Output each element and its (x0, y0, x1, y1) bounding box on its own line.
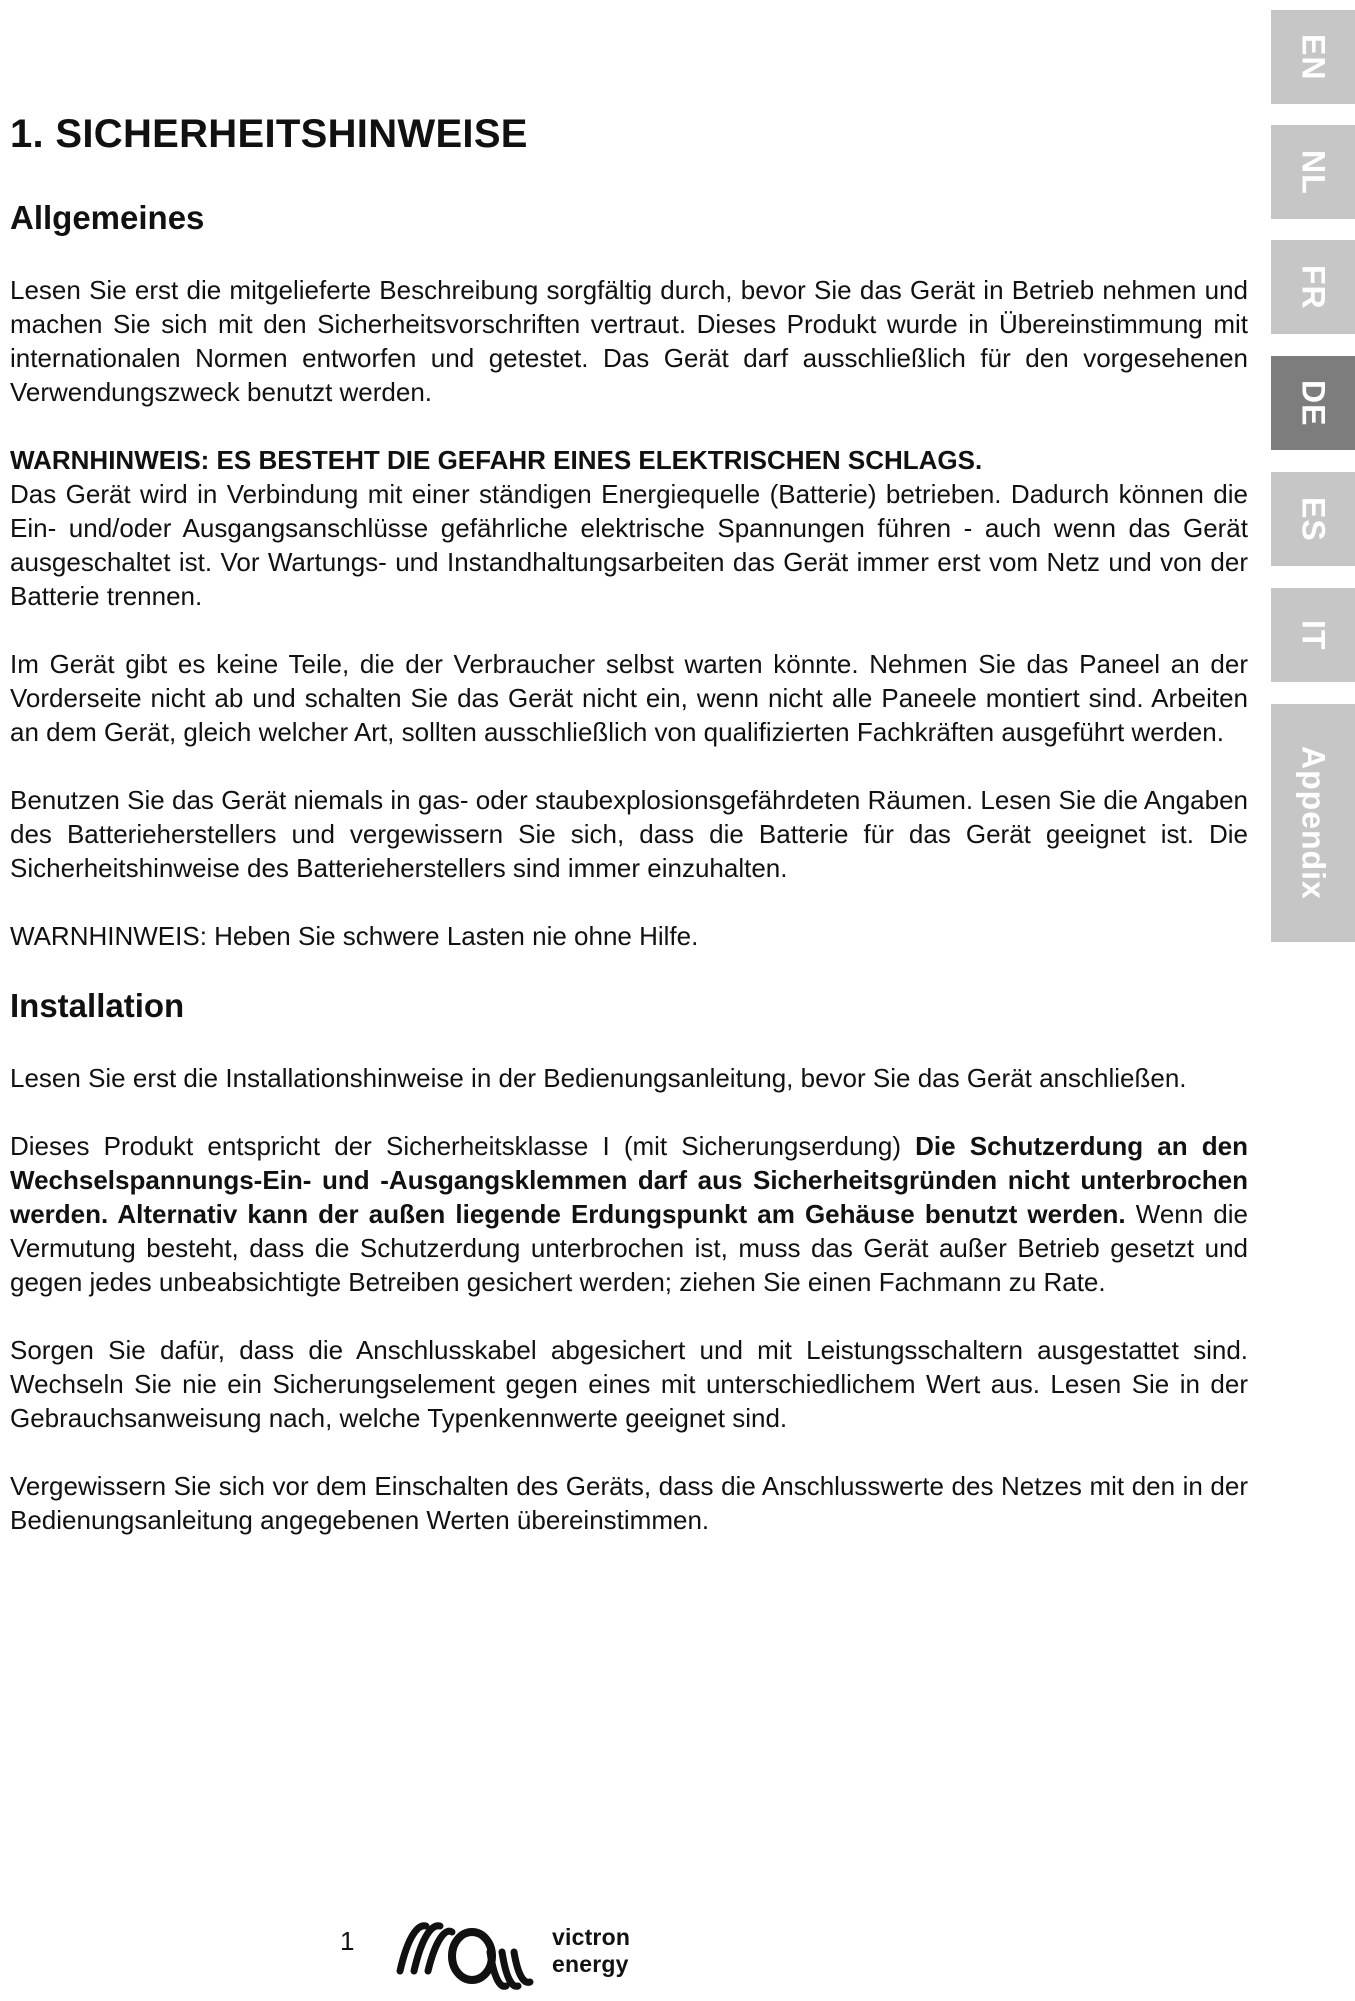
warning-text: Das Gerät wird in Verbindung mit einer ständigen Energiequelle (Batterie) betrieben. Dadurch können die Ein- und/oder Ausgangsanschlüsse gefährliche elektrische Spannungen führen - auch wenn das Gerät ausgeschaltet ist. Vor Wartungs- und Instandhaltungsarbeiten das Gerät immer erst vom Netz und von der Batterie trennen. (10, 479, 1248, 611)
installation-p2-intro: Dieses Produkt entspricht der Sicherheitsklasse I (mit Sicherungserdung) (10, 1131, 901, 1161)
warning-heading: WARNHINWEIS: ES BESTEHT DIE GEFAHR EINES ELEKTRISCHEN SCHLAGS. (10, 445, 983, 475)
tab-fr-label: FR (1295, 264, 1332, 310)
general-paragraph-3: Im Gerät gibt es keine Teile, die der Verbraucher selbst warten könnte. Nehmen Sie das Paneel an der Vorderseite nicht ab und schalten Sie das Gerät nicht ein, wenn nicht alle Paneele montiert sind. Arbeiten an dem Gerät, gleich welcher Art, sollten ausschließlich von qualifizierten Fachkräften ausgeführt werden. (10, 649, 1248, 747)
brand-name: victron energy (552, 1924, 631, 1977)
tab-appendix-label: Appendix (1295, 746, 1332, 900)
section-heading-general: Allgemeines (10, 199, 205, 236)
page-number: 1 (340, 1926, 355, 1956)
installation-paragraph-3: Sorgen Sie dafür, dass die Anschlusskabel abgesichert und mit Leistungsschaltern ausgestattet sind. Wechseln Sie nie ein Sicherungselement gegen eines mit unterschiedlichem Wert aus. Lesen Sie in der Gebrauchsanweisung nach, welche Typenkennwerte geeignet sind. (10, 1335, 1248, 1433)
general-paragraph-1: Lesen Sie erst die mitgelieferte Beschreibung sorgfältig durch, bevor Sie das Gerät in Betrieb nehmen und machen Sie sich mit den Sicherheitsvorschriften vertraut. Dieses Produkt wurde in Übereinstimmung mit internationalen Normen entworfen und getestet. Das Gerät darf ausschließlich für den vorgesehenen Verwendungszweck benutzt werden. (10, 275, 1248, 407)
tab-es-label: ES (1295, 496, 1332, 542)
tab-en[interactable] (1271, 10, 1355, 104)
installation-p2-bold: Die Schutzerdung an den Wechselspannungs-Ein- und -Ausgangsklemmen darf aus Sicherheitsgründen nicht unterbrochen werden. Alternativ kann der außen liegende Erdungspunkt am Gehäuse benutzt werden. (10, 1131, 1248, 1229)
tab-appendix[interactable] (1271, 704, 1355, 942)
victron-logo-icon (390, 1916, 540, 1996)
installation-paragraph-4: Vergewissern Sie sich vor dem Einschalten des Geräts, dass die Anschlusswerte des Netzes mit den in der Bedienungsanleitung angegebenen Werten übereinstimmen. (10, 1471, 1248, 1535)
tab-fr[interactable] (1271, 240, 1355, 334)
tab-nl-label: NL (1295, 149, 1332, 195)
general-paragraph-4: Benutzen Sie das Gerät niemals in gas- oder staubexplosionsgefährdeten Räumen. Lesen Sie die Angaben des Batterieherstellers und vergewissern Sie sich, dass die Batterie für das Gerät geeignet ist. Die Sicherheitshinweise des Batterieherstellers sind immer einzuhalten. (10, 785, 1248, 883)
tab-nl[interactable] (1271, 125, 1355, 219)
tab-es[interactable] (1271, 472, 1355, 566)
tab-it[interactable] (1271, 588, 1355, 682)
electric-shock-warning (10, 443, 1248, 613)
page-footer (340, 1916, 700, 1996)
tab-de[interactable] (1271, 356, 1355, 450)
page-title: 1. SICHERHEITSHINWEISE (10, 112, 528, 156)
document-body (10, 112, 1248, 1571)
tab-it-label: IT (1295, 619, 1332, 651)
victron-logo (390, 1916, 670, 1996)
general-paragraph-5: WARNHINWEIS: Heben Sie schwere Lasten nie ohne Hilfe. (10, 921, 699, 951)
installation-paragraph-2 (10, 1129, 1248, 1299)
tab-de-label: DE (1295, 379, 1332, 427)
section-heading-installation: Installation (10, 987, 185, 1024)
tab-en-label: EN (1295, 33, 1332, 81)
installation-p2-rest: Wenn die Vermutung besteht, dass die Schutzerdung unterbrochen ist, muss das Gerät außer Betrieb gesetzt und gegen jedes unbeabsichtigte Betreiben gesichert werden; ziehen Sie einen Fachmann zu Rate. (10, 1199, 1248, 1297)
installation-paragraph-1: Lesen Sie erst die Installationshinweise in der Bedienungsanleitung, bevor Sie das Gerät anschließen. (10, 1063, 1187, 1093)
